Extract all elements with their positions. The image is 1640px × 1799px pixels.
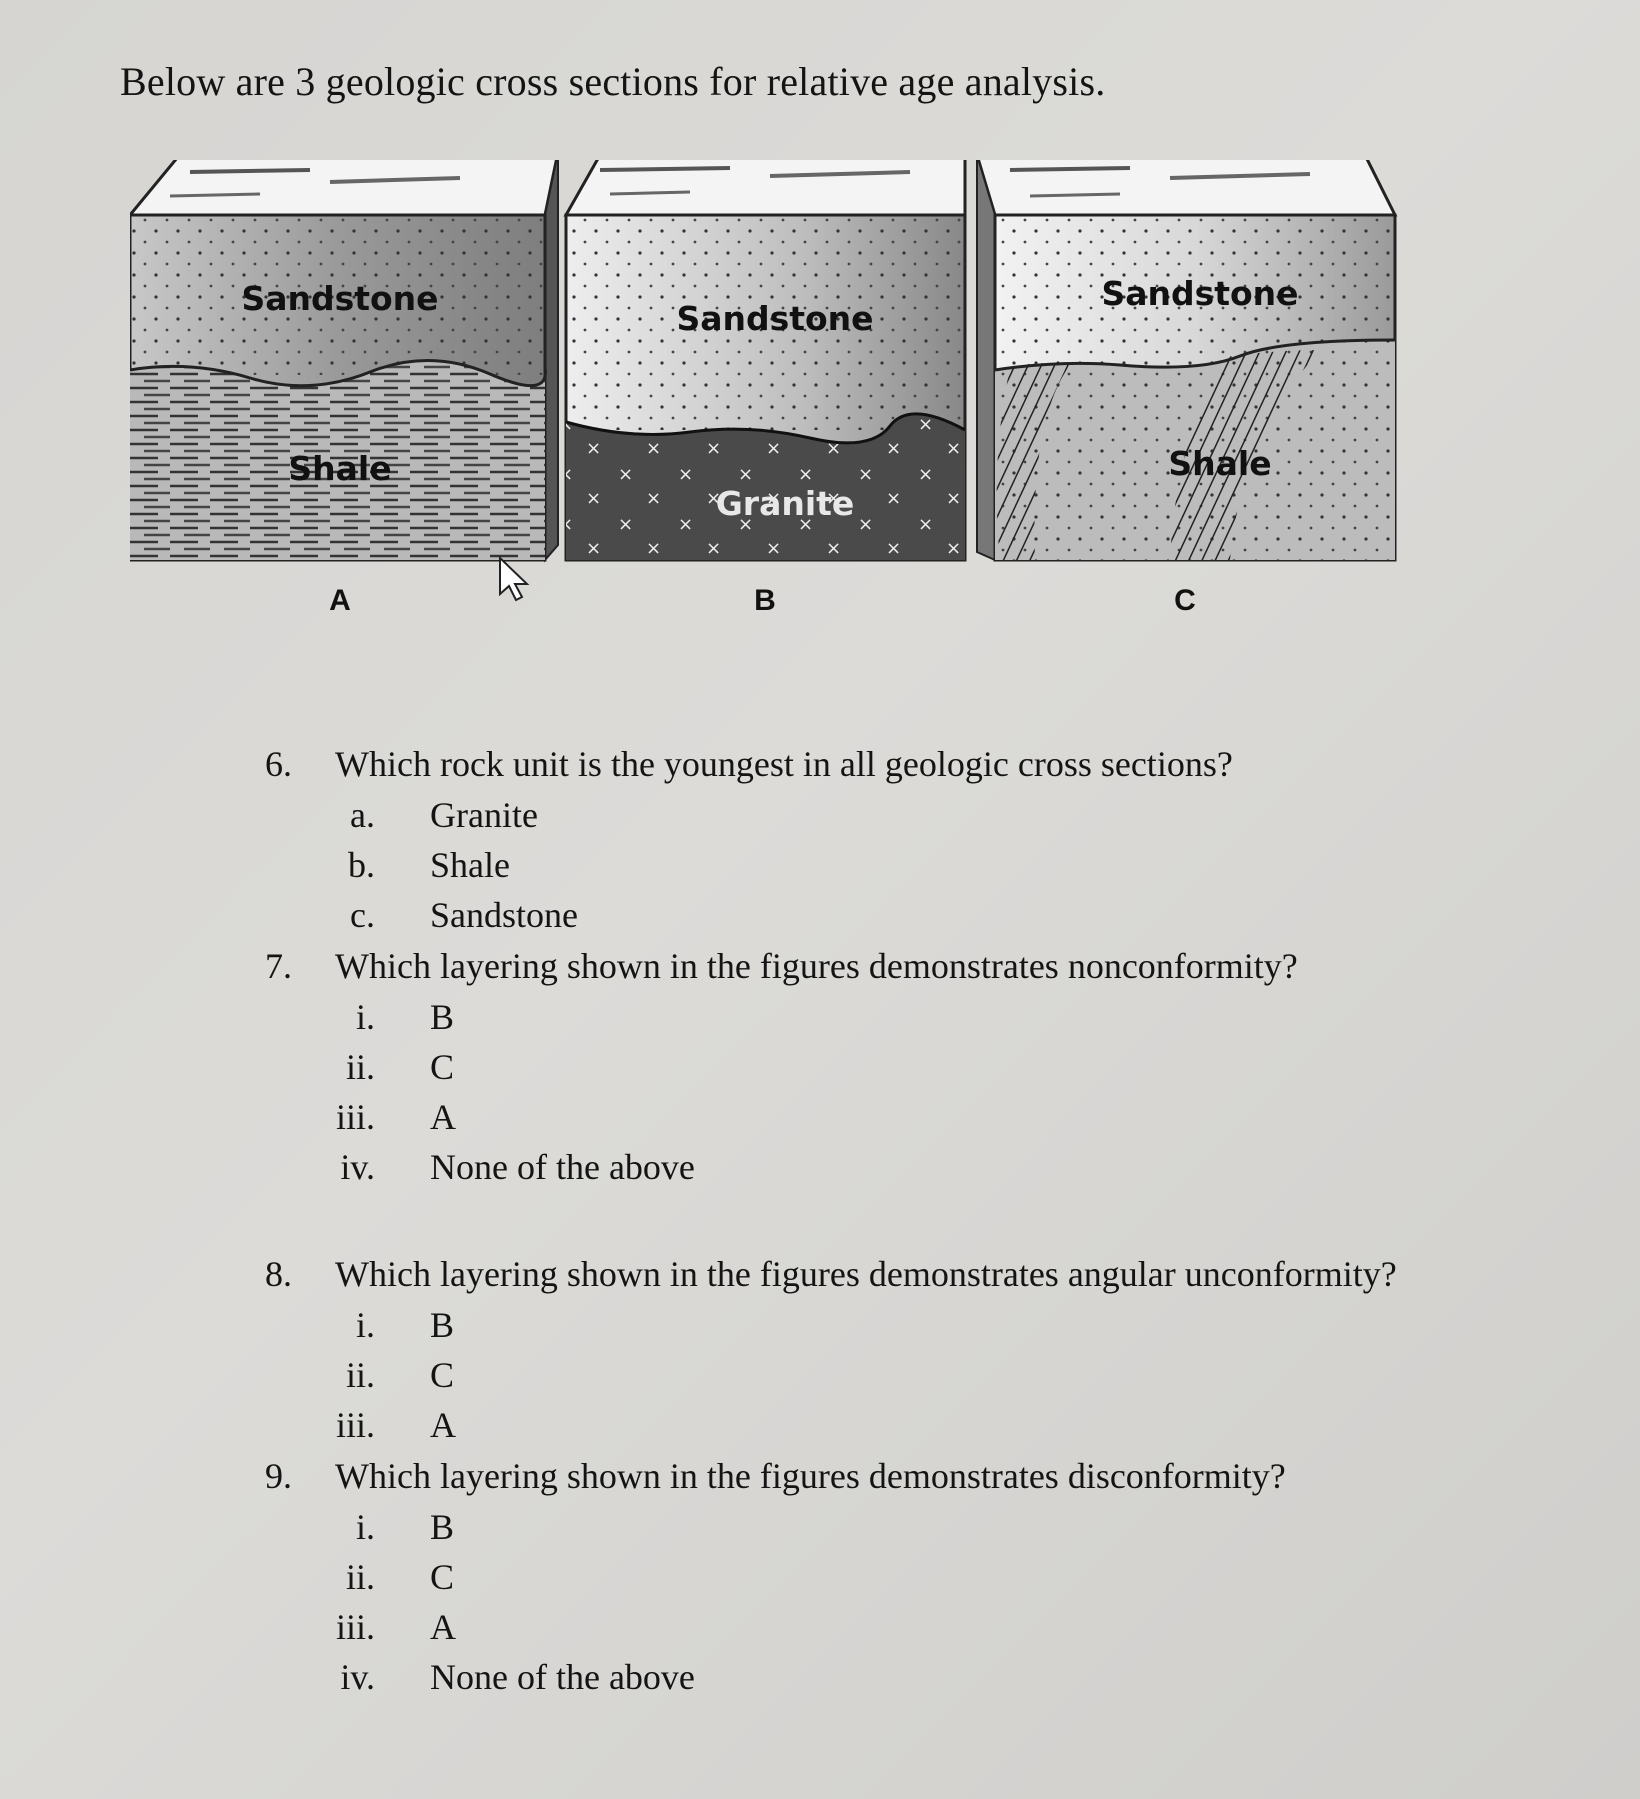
option: i. B bbox=[355, 1507, 455, 1547]
question-text: Which layering shown in the figures demonstrates disconformity? bbox=[335, 1456, 1286, 1496]
question-number: 6. bbox=[265, 744, 292, 784]
option: iii. A bbox=[335, 1405, 456, 1445]
cross-section-figures bbox=[130, 160, 1610, 720]
intro-text: Below are 3 geologic cross sections for relative age analysis. bbox=[120, 59, 1106, 104]
option: ii. C bbox=[345, 1047, 455, 1087]
question-9 bbox=[265, 1450, 1397, 1702]
question-6 bbox=[265, 738, 1397, 940]
option: i. B bbox=[355, 1305, 455, 1345]
cross-section-b bbox=[566, 160, 965, 617]
question-7 bbox=[265, 940, 1397, 1192]
option: b. Shale bbox=[348, 845, 510, 885]
b-sandstone-label: Sandstone bbox=[676, 299, 874, 338]
b-granite-label: Granite bbox=[715, 484, 855, 523]
a-sandstone-label: Sandstone bbox=[241, 279, 439, 318]
question-number: 7. bbox=[265, 946, 292, 986]
question-text: Which layering shown in the figures demonstrates angular unconformity? bbox=[335, 1254, 1397, 1294]
mouse-cursor-icon bbox=[500, 558, 527, 600]
c-sandstone-label: Sandstone bbox=[1101, 274, 1299, 313]
option: ii. C bbox=[345, 1557, 455, 1597]
question-8 bbox=[265, 1248, 1397, 1450]
option: ii. C bbox=[345, 1355, 455, 1395]
question-list bbox=[265, 738, 1397, 1702]
cross-section-a bbox=[130, 160, 558, 617]
figure-label-b: B bbox=[754, 584, 776, 617]
question-number: 8. bbox=[265, 1254, 292, 1294]
option: iii. A bbox=[335, 1607, 456, 1647]
figure-label-a: A bbox=[329, 584, 351, 617]
c-shale-label: Shale bbox=[1168, 444, 1272, 483]
a-shale-label: Shale bbox=[288, 449, 392, 488]
question-number: 9. bbox=[265, 1456, 292, 1496]
option: c. Sandstone bbox=[350, 895, 578, 935]
option: a. Granite bbox=[350, 795, 538, 835]
option: i. B bbox=[355, 997, 455, 1037]
question-text: Which rock unit is the youngest in all geologic cross sections? bbox=[335, 744, 1233, 784]
cross-section-c bbox=[977, 160, 1395, 617]
option: iv. None of the above bbox=[340, 1147, 695, 1187]
option: iii. A bbox=[335, 1097, 456, 1137]
question-text: Which layering shown in the figures demonstrates nonconformity? bbox=[335, 946, 1298, 986]
figure-label-c: C bbox=[1174, 584, 1196, 617]
option: iv. None of the above bbox=[340, 1657, 695, 1697]
